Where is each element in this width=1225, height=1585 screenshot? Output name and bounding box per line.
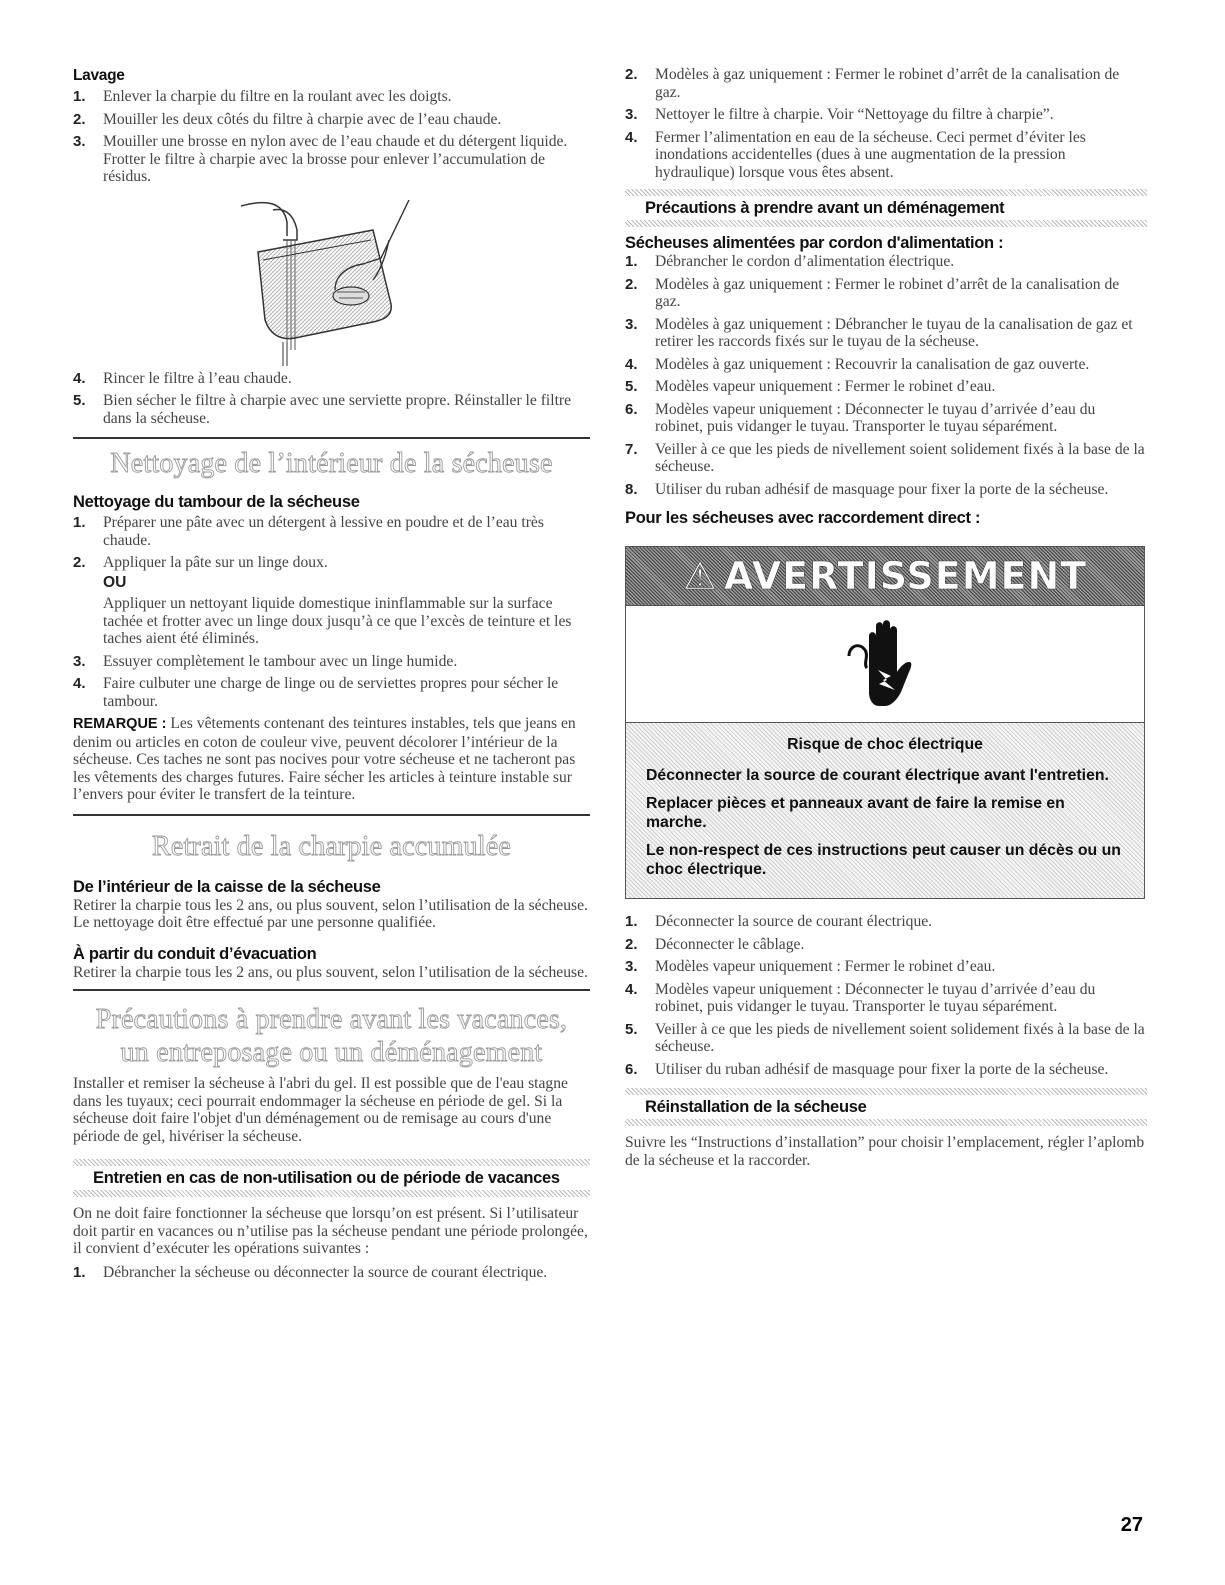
right-column (625, 66, 1147, 1169)
list-item: 3. Nettoyer le filtre à charpie. Voir “Nettoyage du filtre à charpie”. (625, 106, 1054, 123)
warning-line-2: Replacer pièces et panneaux avant de faire la remise en marche. (646, 795, 1065, 831)
band-top (625, 1088, 1147, 1095)
tambour-steps (73, 514, 590, 710)
warning-box (625, 546, 1145, 899)
list-item: 2. Modèles à gaz uniquement : Fermer le robinet d’arrêt de la canalisation de gaz. (625, 66, 1120, 101)
list-item: 4. Modèles à gaz uniquement : Recouvrir la canalisation de gaz ouverte. (625, 355, 1090, 373)
list-item: 1. Débrancher le cordon d’alimentation électrique. (625, 253, 955, 270)
list-item: 3. Modèles à gaz uniquement : Débrancher le tuyau de la canalisation de gaz et retirer les raccords fixés sur le tuyau de la sécheuse. (625, 315, 1133, 350)
warning-triangle-icon: ⚠ (682, 554, 718, 598)
vacances-steps (73, 1264, 590, 1282)
lavage-steps-continued (73, 370, 590, 428)
conduit-text: Retirer la charpie tous les 2 ans, ou plus souvent, selon l’utilisation de la sécheuse. (73, 963, 588, 981)
left-column (73, 66, 590, 1286)
ou-label: OU (103, 573, 127, 591)
section-divider (73, 437, 590, 439)
band-heading-vacances: Entretien en cas de non-utilisation ou de période de vacances (93, 1169, 560, 1187)
section-divider (73, 989, 590, 991)
band-heading-reinstallation: Réinstallation de la sécheuse (645, 1098, 867, 1116)
subheading-conduit: À partir du conduit d’évacuation (73, 944, 317, 963)
precautions-text: Installer et remiser la sécheuse à l'abri du gel. Il est possible que de l'eau stagne dans les tuyaux; ceci pourrait endommager la sécheuse en période de gel. Si la sécheuse doit faire l'objet d'un déménagement ou de remisage au cours d'une période de gel, hivériser la sécheuse. (73, 1075, 568, 1145)
lavage-steps (73, 88, 590, 186)
list-item: 6. Modèles vapeur uniquement : Déconnecter le tuyau d’arrivée d’eau du robinet, puis vidanger le tuyau. Transporter le tuyau séparément. (625, 400, 1096, 435)
warning-icon-area (626, 605, 1144, 723)
list-item: 1. Débrancher la sécheuse ou déconnecter la source de courant électrique. (73, 1263, 548, 1281)
band-bottom (73, 1190, 590, 1197)
band-section-reinstallation (625, 1088, 1147, 1126)
vacances-text: On ne doit faire fonctionner la sécheuse que lorsqu’on est présent. Si l’utilisateur doit partir en vacances ou n’utilise pas la sécheuse pendant une période prolongée, il convient d’exécuter les opérations suivantes : (73, 1205, 588, 1257)
caisse-text: Retirer la charpie tous les 2 ans, ou plus souvent, selon l’utilisation de la sécheuse. Le nettoyage doit être effectué par une personne qualifiée. (73, 896, 588, 931)
remarque-note (73, 715, 590, 804)
list-item: 5. Modèles vapeur uniquement : Fermer le robinet d’eau. (625, 378, 996, 395)
list-item: 2. Appliquer la pâte sur un linge doux. (73, 554, 328, 571)
list-item: Appliquer un nettoyant liquide domestique ininflammable sur la surface tachée et frotter avec un linge doux jusqu’à ce que l’excès de teinture et les taches aient été éliminés. (103, 595, 572, 647)
subheading-raccordement-direct: Pour les sécheuses avec raccordement direct : (625, 509, 981, 527)
subheading-caisse: De l’intérieur de la caisse de la sécheuse (73, 877, 381, 896)
remarque-text: Les vêtements contenant des teintures instables, tels que jeans en denim ou articles en coton de couleur vive, peuvent décolorer l’intérieur de la sécheuse. Ces taches ne sont pas nocives pour votre sécheuse et ne tacheront pas les vêtements des charges futures. Faire sécher les articles à teinture instable sur l’envers pour éviter le transfert de la teinture. (73, 715, 576, 803)
list-item: 4. Faire culbuter une charge de linge ou de serviettes propres pour sécher le tambour. (73, 675, 559, 710)
warning-line-3: Le non-respect de ces instructions peut causer un décès ou un choc électrique. (646, 842, 1121, 878)
lint-filter-washing-illustration (73, 200, 590, 368)
warning-header (626, 547, 1144, 605)
warning-body (626, 723, 1144, 898)
section-title-nettoyage: Nettoyage de l’intérieur de la sécheuse (110, 448, 553, 479)
lavage-heading: Lavage (73, 67, 125, 84)
band-bottom (625, 1119, 1147, 1126)
vacances-steps-continued (625, 66, 1147, 181)
list-item: 2. Modèles à gaz uniquement : Fermer le robinet d’arrêt de la canalisation de gaz. (625, 275, 1120, 310)
list-item: 7. Veiller à ce que les pieds de nivellement soient solidement fixés à la base de la sécheuse. (625, 440, 1145, 475)
warning-risk: Risque de choc électrique (787, 736, 983, 753)
list-item: 1. Déconnecter la source de courant électrique. (625, 913, 933, 930)
list-item: 2. Déconnecter le câblage. (625, 935, 805, 953)
reinstallation-text: Suivre les “Instructions d’installation” pour choisir l’emplacement, régler l’aplomb de la sécheuse et la raccorder. (625, 1134, 1145, 1169)
direct-steps (625, 913, 1147, 1078)
band-top (73, 1159, 590, 1166)
list-item: 3. Essuyer complètement le tambour avec un linge humide. (73, 652, 458, 670)
demenagement-steps (625, 253, 1147, 498)
band-section-demenagement (625, 189, 1147, 227)
list-item: 5. Bien sécher le filtre à charpie avec une serviette propre. Réinstaller le filtre dans la sécheuse. (73, 392, 572, 427)
list-item: 8. Utiliser du ruban adhésif de masquage pour fixer la porte de la sécheuse. (625, 480, 1109, 498)
list-item: 4. Rincer le filtre à l’eau chaude. (73, 369, 292, 387)
page-number: 27 (1120, 1514, 1143, 1536)
section-title-retrait: Retrait de la charpie accumulée (151, 830, 512, 862)
remarque-label: REMARQUE : (73, 716, 167, 732)
warning-title: AVERTISSEMENT (723, 554, 1088, 598)
list-item: 6. Utiliser du ruban adhésif de masquage pour fixer la porte de la sécheuse. (625, 1060, 1109, 1078)
section-divider (73, 814, 590, 816)
electric-shock-hand-icon (845, 616, 925, 712)
list-item: 3. Modèles vapeur uniquement : Fermer le robinet d’eau. (625, 958, 996, 975)
band-top (625, 189, 1147, 196)
band-section-vacances (73, 1159, 590, 1197)
band-bottom (625, 220, 1147, 227)
subheading-tambour: Nettoyage du tambour de la sécheuse (73, 493, 360, 511)
list-item: 4. Modèles vapeur uniquement : Déconnecter le tuyau d’arrivée d’eau du robinet, puis vidanger le tuyau. Transporter le tuyau séparément. (625, 980, 1096, 1015)
warning-line-1: Déconnecter la source de courant électrique avant l'entretien. (646, 767, 1109, 784)
subheading-cordon: Sécheuses alimentées par cordon d'alimentation : (625, 234, 1004, 252)
band-heading-demenagement: Précautions à prendre avant un déménagement (645, 199, 1005, 217)
list-item: 3. Mouiller une brosse en nylon avec de l’eau chaude et du détergent liquide. Frotter le filtre à charpie avec la brosse pour enlever l’accumulation de résidus. (73, 133, 568, 185)
list-item: 4. Fermer l’alimentation en eau de la sécheuse. Ceci permet d’éviter les inondations accidentelles (dues à une augmentation de la pression hydraulique) lorsque vous êtes absent. (625, 128, 1086, 181)
list-item: 5. Veiller à ce que les pieds de nivellement soient solidement fixés à la base de la sécheuse. (625, 1020, 1145, 1055)
list-item: 2. Mouiller les deux côtés du filtre à charpie avec de l’eau chaude. (73, 110, 502, 128)
section-title-precautions: Précautions à prendre avant les vacances, un entreposage ou un déménagement (95, 1004, 568, 1068)
list-item: 1. Enlever la charpie du filtre en la roulant avec les doigts. (73, 88, 452, 105)
list-item: 1. Préparer une pâte avec un détergent à lessive en poudre et de l’eau très chaude. (73, 514, 544, 549)
